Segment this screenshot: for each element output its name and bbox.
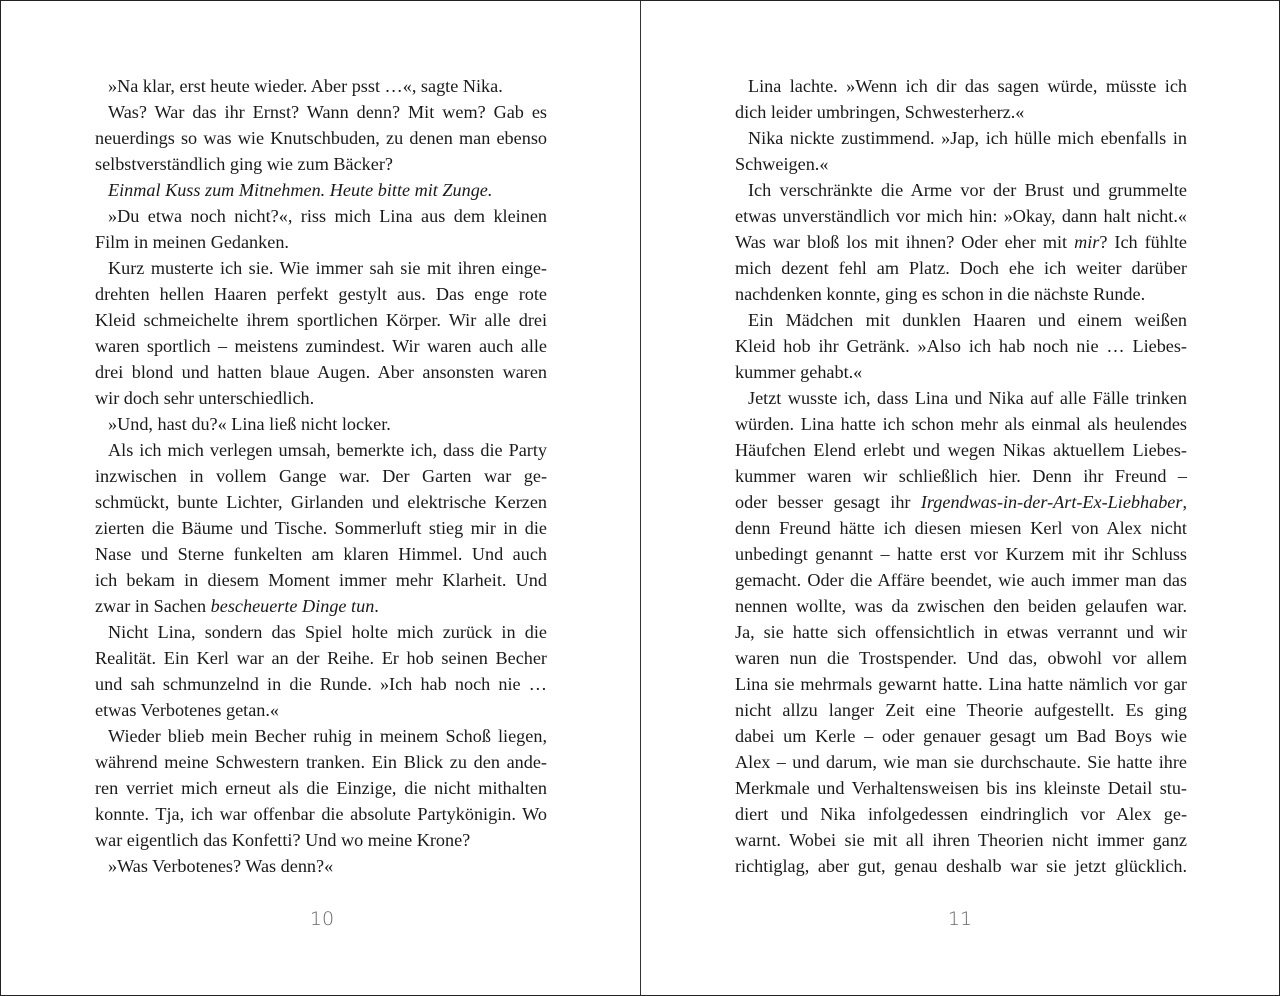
text-segment: »Und, hast du?« Lina ließ nicht locker. <box>108 414 391 434</box>
text-line <box>735 645 1187 671</box>
text-line <box>735 463 1187 489</box>
text-segment: war eigentlich das Konfetti? Und wo meine Krone? <box>95 830 471 850</box>
text-line <box>735 307 1187 333</box>
text-segment: Jetzt wusste ich, dass Lina und Nika auf alle Fälle trinken <box>748 388 1187 408</box>
text-segment: , <box>1182 492 1187 512</box>
text-segment: waren sportlich – meistens zumindest. Wir waren auch alle <box>95 336 547 356</box>
text-segment: ren verriet mich erneut als die Einzige, die nicht mithalten <box>95 778 547 798</box>
text-line <box>735 775 1187 801</box>
text-segment: »Na klar, erst heute wieder. Aber psst …«, sagte Nika. <box>108 76 503 96</box>
text-line <box>735 593 1187 619</box>
text-segment: ich bekam in diesem Moment immer mehr Klarheit. Und <box>95 570 547 590</box>
text-line <box>735 177 1187 203</box>
text-segment: oder besser gesagt ihr <box>735 492 921 512</box>
text-segment: Ein Mädchen mit dunklen Haaren und einem weißen <box>748 310 1187 330</box>
text-segment: Als ich mich verlegen umsah, bemerkte ich, dass die Party <box>108 440 547 460</box>
text-segment: Realität. Ein Kerl war an der Reihe. Er hob seinen Becher <box>95 648 547 668</box>
text-segment: waren nun die Trostspender. Und das, obwohl vor allem <box>735 648 1187 668</box>
text-segment: zierten die Bäume und Tische. Sommerluft stieg mir in die <box>95 518 547 538</box>
text-segment: Kleid hob ihr Getränk. »Also ich hab noch nie … Liebes- <box>735 336 1187 356</box>
text-segment: Kleid schmeichelte ihrem sportlichen Körper. Wir alle drei <box>95 310 547 330</box>
text-line <box>95 151 547 177</box>
text-line <box>735 281 1187 307</box>
text-line <box>95 99 547 125</box>
text-line <box>95 177 547 203</box>
text-segment: gemacht. Oder die Affäre beendet, wie auch immer man das <box>735 570 1187 590</box>
text-segment: Lina sie mehrmals gewarnt hatte. Lina hatte nämlich vor gar <box>735 674 1187 694</box>
text-segment: schmückt, bunte Lichter, Girlanden und elektrische Kerzen <box>95 492 547 512</box>
text-line <box>735 99 1187 125</box>
text-segment: würden. Lina hatte ich schon mehr als einmal als heulendes <box>735 414 1187 434</box>
text-line <box>735 697 1187 723</box>
text-line <box>735 801 1187 827</box>
body-text <box>735 73 1187 879</box>
text-line <box>95 775 547 801</box>
text-line <box>95 619 547 645</box>
text-segment: . <box>374 596 379 616</box>
text-line <box>95 567 547 593</box>
italic-text: bescheuerte Dinge tun <box>210 596 375 616</box>
text-segment: Was? War das ihr Ernst? Wann denn? Mit wem? Gab es <box>108 102 547 122</box>
text-line <box>95 515 547 541</box>
text-line <box>95 489 547 515</box>
text-line <box>735 125 1187 151</box>
text-segment: drei blond und hatten blaue Augen. Aber ansonsten waren <box>95 362 547 382</box>
italic-text: mir <box>1074 232 1100 252</box>
text-line <box>735 151 1187 177</box>
text-line <box>95 593 547 619</box>
body-text <box>95 73 547 879</box>
text-line <box>735 723 1187 749</box>
text-line <box>735 437 1187 463</box>
text-line <box>95 541 547 567</box>
text-line <box>735 73 1187 99</box>
text-line <box>735 359 1187 385</box>
text-line <box>95 73 547 99</box>
text-segment: dich leider umbringen, Schwesterherz.« <box>735 102 1025 122</box>
text-segment: kummer gehabt.« <box>735 362 863 382</box>
text-segment: wir doch sehr unterschiedlich. <box>95 388 315 408</box>
text-segment: drehten hellen Haaren perfekt gestylt aus. Das enge rote <box>95 284 547 304</box>
text-segment: denn Freund hätte ich diesen miesen Kerl von Alex nicht <box>735 518 1187 538</box>
text-line <box>95 125 547 151</box>
text-segment: Nase und Sterne funkelten am klaren Himmel. Und auch <box>95 544 547 564</box>
text-line <box>95 853 547 879</box>
text-line <box>95 203 547 229</box>
text-line <box>95 359 547 385</box>
text-line <box>95 645 547 671</box>
text-segment: Wieder blieb mein Becher ruhig in meinem Schoß liegen, <box>108 726 547 746</box>
text-line <box>735 203 1187 229</box>
text-segment: Ich verschränkte die Arme vor der Brust und grummelte <box>748 180 1187 200</box>
text-segment: »Was Verbotenes? Was denn?« <box>108 856 334 876</box>
text-segment: richtiglag, aber gut, genau deshalb war sie jetzt glücklich. <box>735 856 1187 876</box>
text-line <box>735 229 1187 255</box>
text-segment: Film in meinen Gedanken. <box>95 232 289 252</box>
italic-text: Irgendwas-in-der-Art-Ex-Liebhaber <box>920 492 1183 512</box>
text-segment: während meine Schwestern tranken. Ein Blick zu den ande- <box>95 752 547 772</box>
text-line <box>735 671 1187 697</box>
text-segment: zwar in Sachen <box>95 596 211 616</box>
text-line <box>95 463 547 489</box>
page-right <box>641 0 1280 996</box>
text-line <box>735 385 1187 411</box>
text-segment: Kurz musterte ich sie. Wie immer sah sie mit ihren einge- <box>108 258 547 278</box>
text-line <box>95 411 547 437</box>
text-segment: Alex – und darum, wie man sie durchschaute. Sie hatte ihre <box>735 752 1187 772</box>
text-line <box>735 515 1187 541</box>
text-line <box>95 671 547 697</box>
text-segment: inzwischen in vollem Gange war. Der Garten war ge- <box>95 466 547 486</box>
text-segment: mich dezent fehl am Platz. Doch ehe ich weiter darüber <box>735 258 1187 278</box>
text-segment: Häufchen Elend erlebt und wegen Nikas aktuellem Liebes- <box>735 440 1187 460</box>
text-segment: und sah schmunzelnd in die Runde. »Ich hab noch nie … <box>95 674 547 694</box>
text-line <box>95 697 547 723</box>
text-segment: ? Ich fühlte <box>1099 232 1188 252</box>
text-segment: etwas Verbotenes getan.« <box>95 700 280 720</box>
text-line <box>735 567 1187 593</box>
text-line <box>735 255 1187 281</box>
text-segment: diert und Nika infolgedessen eindringlich vor Alex ge- <box>735 804 1187 824</box>
text-line <box>735 411 1187 437</box>
text-segment: »Du etwa noch nicht?«, riss mich Lina aus dem kleinen <box>108 206 547 226</box>
text-line <box>735 489 1187 515</box>
text-segment: Nika nickte zustimmend. »Jap, ich hülle mich ebenfalls in <box>748 128 1187 148</box>
text-line <box>735 853 1187 879</box>
text-line <box>95 281 547 307</box>
page-number: 10 <box>309 908 335 930</box>
text-line <box>95 723 547 749</box>
text-line <box>95 307 547 333</box>
text-segment: unbedingt genannt – hatte erst vor Kurzem mit ihr Schluss <box>735 544 1187 564</box>
text-line <box>95 385 547 411</box>
text-segment: Merkmale und Verhaltensweisen bis ins kleinste Detail stu- <box>735 778 1187 798</box>
text-line <box>95 827 547 853</box>
italic-text: Einmal Kuss zum Mitnehmen. Heute bitte mit Zunge. <box>108 180 493 200</box>
text-segment: warnt. Wobei sie mit all ihren Theorien nicht immer ganz <box>735 830 1187 850</box>
text-segment: selbstverständlich ging wie zum Bäcker? <box>95 154 393 174</box>
text-line <box>95 229 547 255</box>
text-line <box>735 749 1187 775</box>
text-line <box>735 619 1187 645</box>
text-segment: nennen wollte, was da zwischen den beiden gelaufen war. <box>735 596 1187 616</box>
text-line <box>735 827 1187 853</box>
text-segment: Was war bloß los mit ihnen? Oder eher mit <box>735 232 1075 252</box>
text-segment: dabei um Kerle – oder genauer gesagt um Bad Boys wie <box>735 726 1187 746</box>
page-number: 11 <box>947 908 973 930</box>
text-line <box>95 333 547 359</box>
text-segment: Nicht Lina, sondern das Spiel holte mich zurück in die <box>108 622 547 642</box>
text-segment: neuerdings so was wie Knutschbuden, zu denen man ebenso <box>95 128 547 148</box>
text-segment: kummer waren wir schließlich hier. Denn ihr Freund – <box>735 466 1187 486</box>
text-line <box>95 437 547 463</box>
text-segment: Schweigen.« <box>735 154 829 174</box>
text-segment: etwas unverständlich vor mich hin: »Okay, dann halt nicht.« <box>735 206 1187 226</box>
text-segment: Ja, sie hatte sich offensichtlich in etwas verrannt und wir <box>735 622 1187 642</box>
text-segment: nachdenken konnte, ging es schon in die nächste Runde. <box>735 284 1146 304</box>
text-line <box>95 801 547 827</box>
text-line <box>735 541 1187 567</box>
text-line <box>735 333 1187 359</box>
text-segment: konnte. Tja, ich war offenbar die absolute Partykönigin. Wo <box>95 804 547 824</box>
text-segment: Lina lachte. »Wenn ich dir das sagen würde, müsste ich <box>748 76 1187 96</box>
text-segment: nicht allzu langer Zeit eine Theorie aufgestellt. Es ging <box>735 700 1187 720</box>
text-line <box>95 255 547 281</box>
text-line <box>95 749 547 775</box>
